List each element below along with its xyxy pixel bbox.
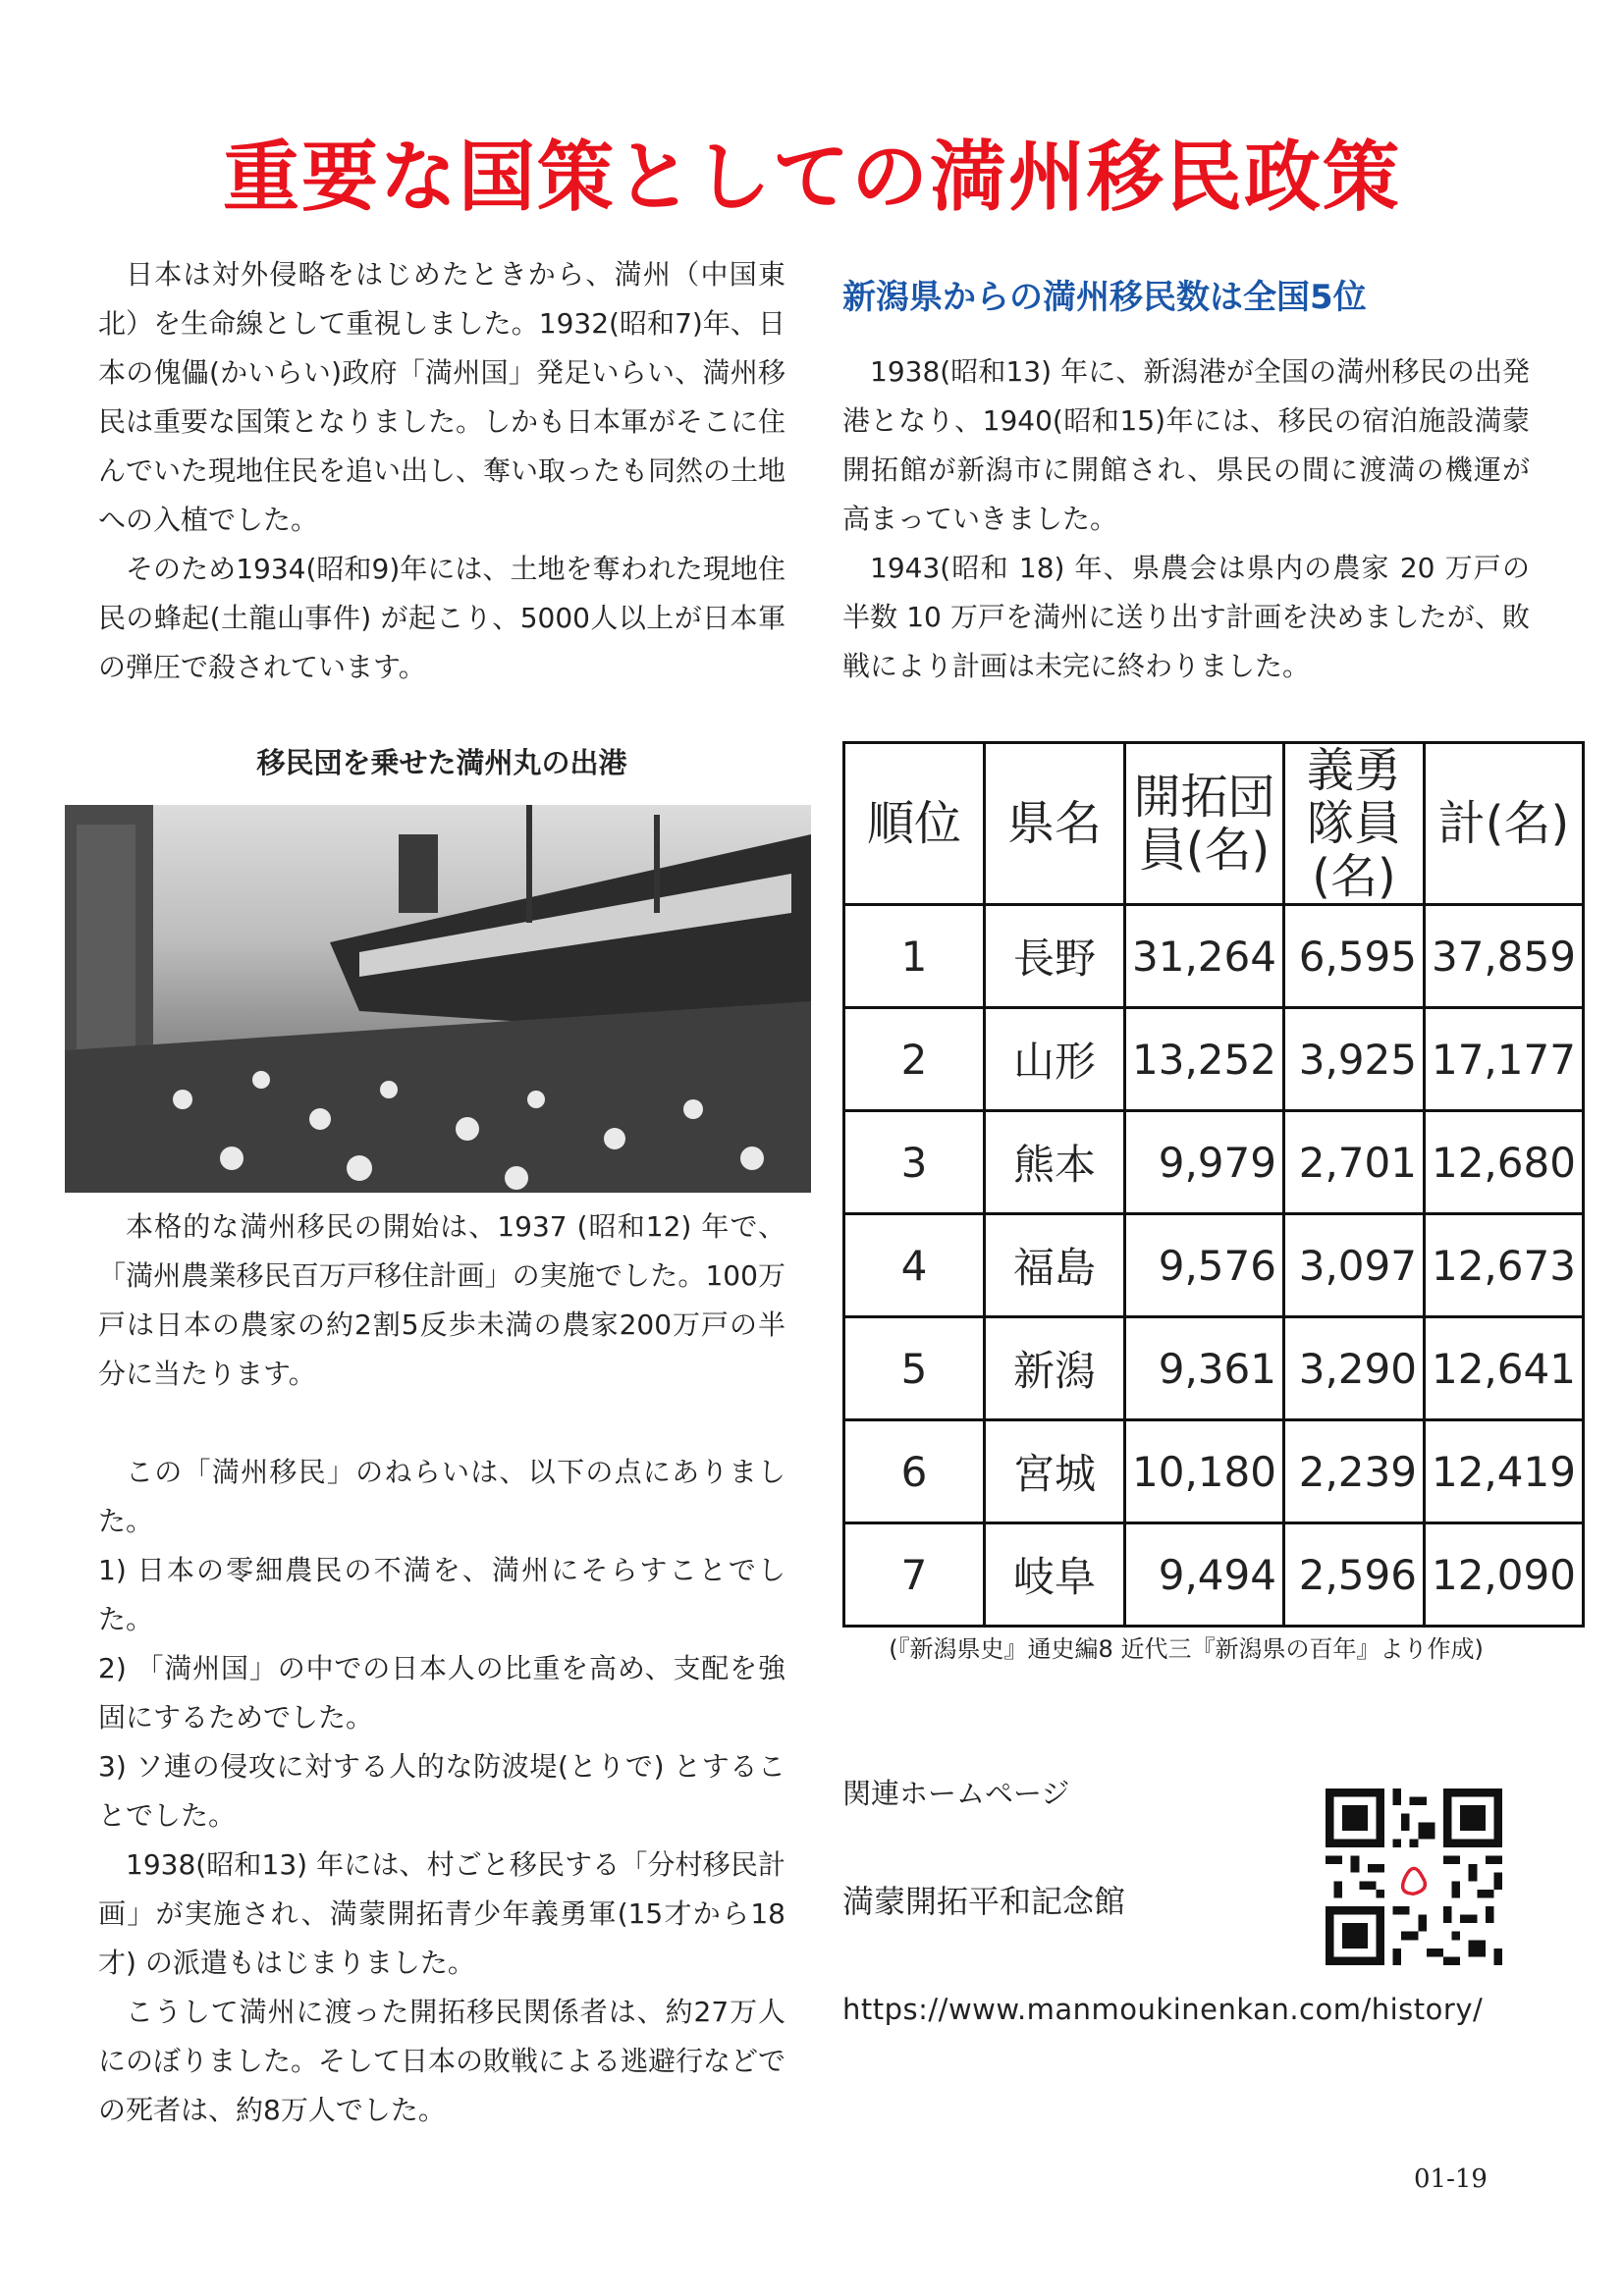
body-paragraph-aims: この「満州移民」のねらいは、以下の点にありました。 <box>98 1456 785 1537</box>
table-row <box>844 905 1584 1008</box>
header-total: 計(名) <box>1424 743 1583 905</box>
cell-total: 12,641 <box>1424 1317 1583 1420</box>
intro-paragraph-1: 日本は対外侵略をはじめたときから、満州（中国東北）を生命線として重視しました。1932(昭和7)年、日本の傀儡(かいらい)政府「満州国」発足いらい、満州移民は重要な国策となりました。しかも日本軍がそこに住んでいた現地住民を追い出し、奪い取ったも同然の土地への入植でした。 <box>98 258 786 536</box>
cell-prefecture: 山形 <box>985 1008 1125 1111</box>
cell-giyu: 3,925 <box>1283 1008 1424 1111</box>
cell-giyu: 2,701 <box>1283 1111 1424 1214</box>
table-header-row <box>844 743 1584 905</box>
qr-code-icon[interactable] <box>1326 1789 1502 1965</box>
body-paragraph-1938: 1938(昭和13) 年には、村ごと移民する「分村移民計画」が実施され、満蒙開拓青少年義勇軍(15才から18才) の派遣もはじまりました。 <box>98 1848 785 1979</box>
cell-giyu: 3,097 <box>1283 1214 1424 1317</box>
aim-item-1: 1) 日本の零細農民の不満を、満州にそらすことでした。 <box>98 1554 785 1635</box>
cell-rank: 5 <box>844 1317 985 1420</box>
intro-paragraph-2: そのため1934(昭和9)年には、土地を奪われた現地住民の蜂起(土龍山事件) が起こり、5000人以上が日本軍の弾圧で殺されています。 <box>98 553 785 683</box>
cell-prefecture: 新潟 <box>985 1317 1125 1420</box>
ship-departure-photo <box>65 805 811 1193</box>
cell-prefecture: 熊本 <box>985 1111 1125 1214</box>
cell-prefecture: 長野 <box>985 905 1125 1008</box>
cell-total: 17,177 <box>1424 1008 1583 1111</box>
section-heading: 新潟県からの満州移民数は全国5位 <box>842 278 1367 317</box>
related-site-url[interactable]: https://www.manmoukinenkan.com/history/ <box>842 1993 1484 2026</box>
cell-kaitaku: 9,361 <box>1125 1317 1284 1420</box>
cell-prefecture: 岐阜 <box>985 1523 1125 1627</box>
table-row <box>844 1214 1584 1317</box>
cell-kaitaku: 13,252 <box>1125 1008 1284 1111</box>
related-site-name[interactable]: 満蒙開拓平和記念館 <box>842 1883 1126 1920</box>
cell-total: 12,680 <box>1424 1111 1583 1214</box>
aim-item-2: 2) 「満州国」の中での日本人の比重を高め、支配を強固にするためでした。 <box>98 1652 785 1734</box>
cell-kaitaku: 9,494 <box>1125 1523 1284 1627</box>
aim-item-3: 3) ソ連の侵攻に対する人的な防波堤(とりで) とすることでした。 <box>98 1750 785 1832</box>
cell-kaitaku: 9,979 <box>1125 1111 1284 1214</box>
header-prefecture: 県名 <box>985 743 1125 905</box>
cell-kaitaku: 9,576 <box>1125 1214 1284 1317</box>
cell-giyu: 2,596 <box>1283 1523 1424 1627</box>
cell-giyu: 3,290 <box>1283 1317 1424 1420</box>
left-column-intro <box>98 250 785 692</box>
table-row <box>844 1008 1584 1111</box>
cell-rank: 6 <box>844 1420 985 1523</box>
right-column <box>842 250 1530 691</box>
left-column-body <box>98 1202 785 2135</box>
blank-line <box>98 1399 785 1448</box>
cell-giyu: 2,239 <box>1283 1420 1424 1523</box>
cell-prefecture: 宮城 <box>985 1420 1125 1523</box>
ship-photo-illustration <box>65 805 811 1193</box>
cell-giyu: 6,595 <box>1283 905 1424 1008</box>
cell-rank: 3 <box>844 1111 985 1214</box>
cell-rank: 7 <box>844 1523 985 1627</box>
cell-kaitaku: 10,180 <box>1125 1420 1284 1523</box>
cell-prefecture: 福島 <box>985 1214 1125 1317</box>
photo-caption: 移民団を乗せた満州丸の出港 <box>256 746 627 779</box>
cell-total: 12,090 <box>1424 1523 1583 1627</box>
migrant-ranking-table <box>842 741 1585 1628</box>
header-rank: 順位 <box>844 743 985 905</box>
cell-rank: 2 <box>844 1008 985 1111</box>
right-paragraph-1: 1938(昭和13) 年に、新潟港が全国の満州移民の出発港となり、1940(昭和15)年には、移民の宿泊施設満蒙開拓館が新潟市に開館され、県民の間に渡満の機運が高まっていきました。 <box>842 355 1530 535</box>
page-title: 重要な国策としての満州移民政策 <box>222 133 1401 222</box>
cell-total: 37,859 <box>1424 905 1583 1008</box>
table-row <box>844 1111 1584 1214</box>
right-paragraph-2: 1943(昭和 18) 年、県農会は県内の農家 20 万戸の半数 10 万戸を満州に送り出す計画を決めましたが、敗戦により計画は未完に終わりました。 <box>842 552 1530 682</box>
table-row <box>844 1523 1584 1627</box>
body-paragraph-start: 本格的な満州移民の開始は、1937 (昭和12) 年で、「満州農業移民百万戸移住計画」の実施でした。100万戸は日本の農家の約2割5反歩未満の農家200万戸の半分に当たります。 <box>98 1210 785 1390</box>
cell-kaitaku: 31,264 <box>1125 905 1284 1008</box>
table-source-note: (『新潟県史』通史編8 近代三『新潟県の百年』より作成) <box>889 1635 1484 1663</box>
cell-total: 12,673 <box>1424 1214 1583 1317</box>
header-giyu: 義勇隊員(名) <box>1283 743 1424 905</box>
body-paragraph-deaths: こうして満州に渡った開拓移民関係者は、約27万人にのぼりました。そして日本の敗戦による逃避行などでの死者は、約8万人でした。 <box>98 1996 786 2126</box>
cell-total: 12,419 <box>1424 1420 1583 1523</box>
header-kaitaku: 開拓団員(名) <box>1125 743 1284 905</box>
cell-rank: 4 <box>844 1214 985 1317</box>
cell-rank: 1 <box>844 905 985 1008</box>
table-row <box>844 1420 1584 1523</box>
related-homepage-label: 関連ホームページ <box>842 1777 1070 1810</box>
table-row <box>844 1317 1584 1420</box>
page-number: 01-19 <box>1414 2164 1488 2194</box>
